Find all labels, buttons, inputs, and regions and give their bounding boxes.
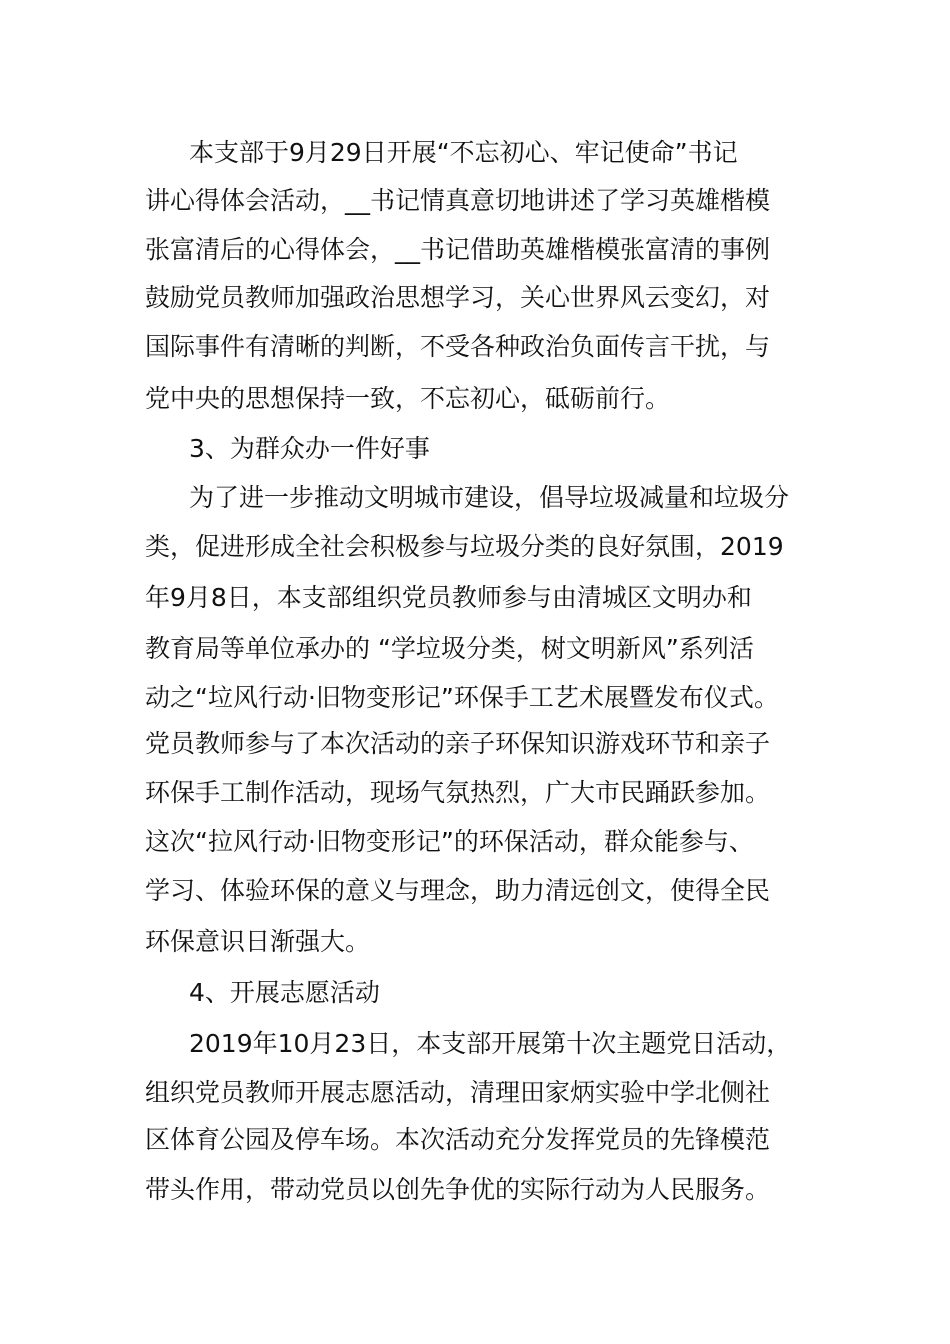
paragraph-1-line-1: 本支部于9月29日开展“不忘初心、牢记使命”书记 bbox=[189, 138, 738, 167]
paragraph-2-line-5: 动之“垃风行动·旧物变形记”环保手工艺术展暨发布仪式。 bbox=[145, 683, 779, 712]
paragraph-3-line-3: 区体育公园及停车场。本次活动充分发挥党员的先锋模范 bbox=[145, 1125, 771, 1154]
paragraph-2-line-10: 环保意识日渐强大。 bbox=[145, 927, 371, 956]
paragraph-2-line-3: 年9月8日，本支部组织党员教师参与由清城区文明办和 bbox=[145, 583, 752, 612]
paragraph-2-line-9: 学习、体验环保的意义与理念，助力清远创文，使得全民 bbox=[145, 876, 771, 905]
paragraph-3-line-1: 2019年10月23日，本支部开展第十次主题党日活动， bbox=[189, 1029, 792, 1058]
paragraph-3-line-4: 带头作用，带动党员以创先争优的实际行动为人民服务。 bbox=[145, 1175, 771, 1204]
section-heading-4: 4、开展志愿活动 bbox=[189, 978, 380, 1007]
paragraph-2-line-1: 为了进一步推动文明城市建设，倡导垃圾减量和垃圾分 bbox=[189, 483, 790, 512]
paragraph-1-line-4: 鼓励党员教师加强政治思想学习，关心世界风云变幻，对 bbox=[145, 283, 771, 312]
paragraph-2-line-2: 类，促进形成全社会积极参与垃圾分类的良好氛围，2019 bbox=[145, 532, 784, 561]
paragraph-1-line-3: 张富清后的心得体会，__书记借助英雄楷模张富清的事例 bbox=[145, 235, 771, 264]
paragraph-1-line-5: 国际事件有清晰的判断，不受各种政治负面传言干扰，与 bbox=[145, 332, 771, 361]
paragraph-2-line-6: 党员教师参与了本次活动的亲子环保知识游戏环节和亲子 bbox=[145, 729, 771, 758]
paragraph-3-line-2: 组织党员教师开展志愿活动，清理田家炳实验中学北侧社 bbox=[145, 1078, 771, 1107]
paragraph-2-line-4: 教育局等单位承办的 “学垃圾分类，树文明新风”系列活 bbox=[145, 634, 754, 663]
paragraph-1-line-6: 党中央的思想保持一致，不忘初心，砥砺前行。 bbox=[145, 384, 671, 413]
paragraph-2-line-7: 环保手工制作活动，现场气氛热烈，广大市民踊跃参加。 bbox=[145, 778, 771, 807]
section-heading-3: 3、为群众办一件好事 bbox=[189, 434, 430, 463]
paragraph-1-line-2: 讲心得体会活动，__书记情真意切地讲述了学习英雄楷模 bbox=[145, 186, 771, 215]
paragraph-2-line-8: 这次“拉风行动·旧物变形记”的环保活动，群众能参与、 bbox=[145, 827, 754, 856]
